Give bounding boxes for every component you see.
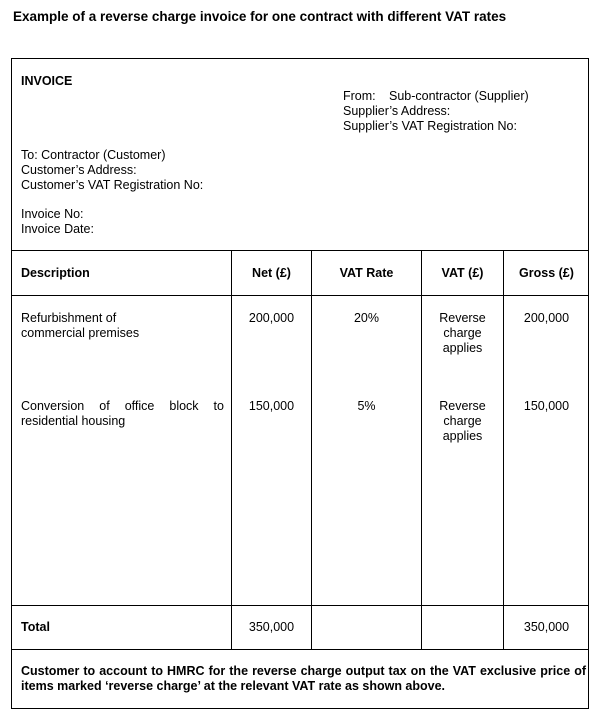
total-label: Total bbox=[21, 620, 50, 634]
column-divider bbox=[231, 250, 232, 650]
row-2-net: 150,000 bbox=[248, 399, 295, 413]
row-1-description: Refurbishment of commercial premises bbox=[21, 311, 140, 340]
from-label: From: bbox=[343, 89, 376, 103]
header-gross: Gross (£) bbox=[519, 266, 574, 280]
row-1-vat: Reverse charge applies bbox=[439, 311, 486, 355]
header-net: Net (£) bbox=[252, 266, 291, 280]
row-2-vat: Reverse charge applies bbox=[439, 399, 486, 443]
invoice-heading: INVOICE bbox=[21, 74, 73, 88]
divider bbox=[12, 605, 588, 606]
invoice-frame bbox=[11, 58, 589, 709]
row-1-net: 200,000 bbox=[248, 311, 295, 325]
header-vat: VAT (£) bbox=[441, 266, 484, 280]
total-net: 350,000 bbox=[248, 620, 295, 634]
row-1-vat-rate: 20% bbox=[353, 311, 380, 325]
column-divider bbox=[503, 250, 504, 650]
from-value: Sub-contractor (Supplier) bbox=[389, 89, 529, 103]
invoice-number: Invoice No: bbox=[21, 207, 84, 221]
header-description: Description bbox=[21, 266, 90, 280]
customer-vat-number: Customer’s VAT Registration No: bbox=[21, 178, 204, 192]
supplier-vat-number: Supplier’s VAT Registration No: bbox=[343, 119, 517, 133]
row-1-gross: 200,000 bbox=[523, 311, 570, 325]
row-2-gross: 150,000 bbox=[523, 399, 570, 413]
to-line: To: Contractor (Customer) bbox=[21, 148, 166, 162]
divider bbox=[12, 649, 588, 650]
row-2-vat-rate: 5% bbox=[357, 399, 376, 413]
supplier-address: Supplier’s Address: bbox=[343, 104, 451, 118]
column-divider bbox=[421, 250, 422, 650]
row-2-description: Conversion of office block to residential housing bbox=[21, 399, 224, 428]
column-divider bbox=[311, 250, 312, 650]
invoice-date: Invoice Date: bbox=[21, 222, 94, 236]
divider bbox=[12, 250, 588, 251]
customer-address: Customer’s Address: bbox=[21, 163, 137, 177]
total-gross: 350,000 bbox=[523, 620, 570, 634]
reverse-charge-note: Customer to account to HMRC for the reverse charge output tax on the VAT exclusive price of items marked ‘reverse charge’ at the relevant VAT rate as shown above. bbox=[21, 664, 586, 693]
header-vat-rate: VAT Rate bbox=[339, 266, 394, 280]
document-title: Example of a reverse charge invoice for one contract with different VAT rates bbox=[13, 9, 507, 24]
divider bbox=[12, 295, 588, 296]
